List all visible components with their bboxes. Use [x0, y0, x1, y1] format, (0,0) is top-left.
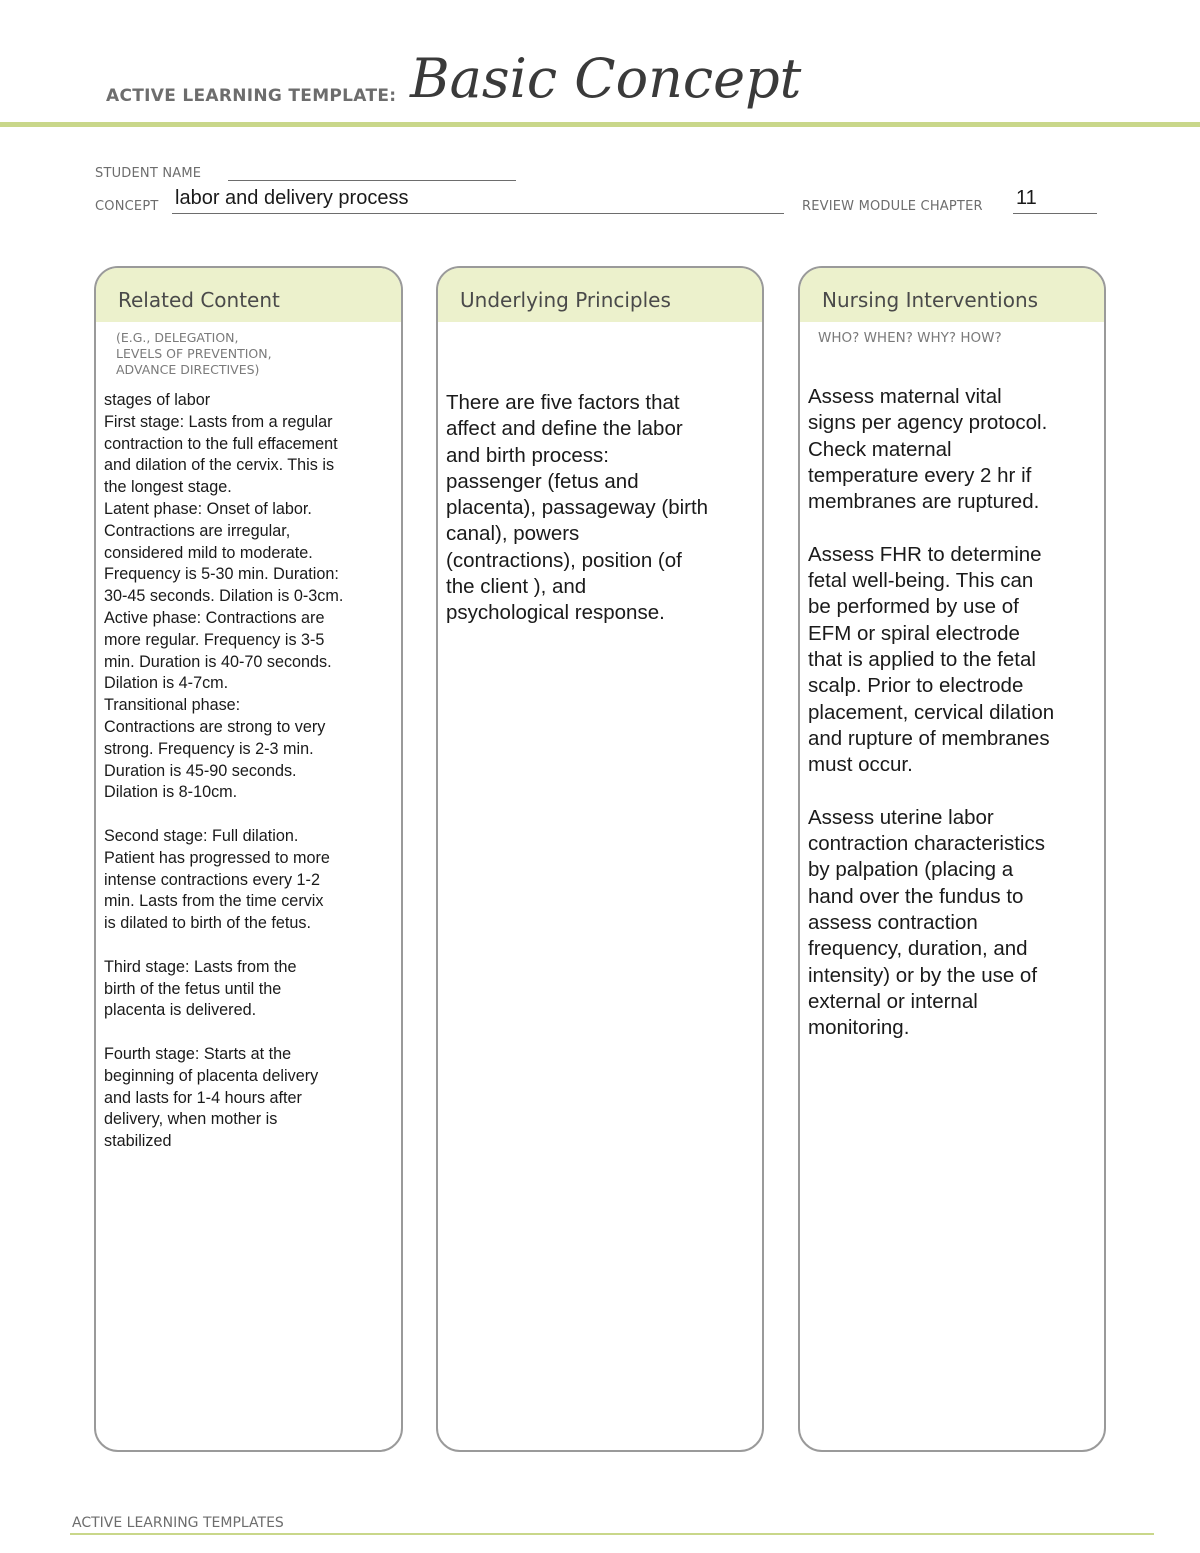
nursing-interventions-title: Nursing Interventions: [800, 268, 1104, 322]
nursing-interventions-panel: [798, 266, 1106, 1452]
underlying-principles-title: Underlying Principles: [438, 268, 762, 322]
related-content-title: Related Content: [96, 268, 401, 322]
related-content-panel: [94, 266, 403, 1452]
page-header: [0, 0, 1200, 128]
related-content-hint: (E.G., DELEGATION, LEVELS OF PREVENTION, ADVANCE DIRECTIVES): [116, 330, 272, 377]
page-title: Basic Concept: [410, 47, 802, 110]
review-module-field[interactable]: 11: [1016, 187, 1037, 209]
nursing-interventions-text[interactable]: Assess maternal vital signs per agency protocol. Check maternal temperature every 2 hr if membranes are ruptured. Assess FHR to determine fetal well-being. This can be performed by use of EFM or spiral electrode that is applied to the fetal scalp. Prior to electrode placement, cervical dilation and rupture of membranes must occur. Assess uterine labor contraction characteristics by palpation (placing a hand over the fundus to assess contraction frequency, duration, and intensity) or by the use of external or internal monitoring.: [808, 385, 1055, 1040]
footer-divider: [70, 1533, 1154, 1535]
concept-field[interactable]: labor and delivery process: [175, 187, 409, 209]
review-module-label: REVIEW MODULE CHAPTER: [802, 199, 983, 214]
template-label: ACTIVE LEARNING TEMPLATE:: [106, 86, 397, 106]
nursing-interventions-hint: WHO? WHEN? WHY? HOW?: [818, 330, 1002, 346]
underlying-principles-panel: [436, 266, 764, 1452]
concept-underline: [172, 213, 784, 214]
header-divider: [0, 122, 1200, 127]
underlying-principles-text[interactable]: There are five factors that affect and define the labor and birth process: passenger (fetus and placenta), passageway (birth canal), powers (contractions), position (of the client ), and psychological response.: [446, 391, 709, 625]
footer-label: ACTIVE LEARNING TEMPLATES: [72, 1515, 284, 1531]
related-content-text[interactable]: stages of labor First stage: Lasts from a regular contraction to the full effacement and dilation of the cervix. This is the longest stage. Latent phase: Onset of labor. Contractions are irregular, considered mild to moderate. Frequency is 5-30 min. Duration: 30-45 seconds. Dilation is 0-3cm. Active phase: Contractions are more regular. Frequency is 3-5 min. Duration is 40-70 seconds. Dilation is 4-7cm. Transitional phase: Contractions are strong to very strong. Frequency is 2-3 min. Duration is 45-90 seconds. Dilation is 8-10cm. Second stage: Full dilation. Patient has progressed to more intense contractions every 1-2 min. Lasts from the time cervix is dilated to birth of the fetus. Third stage: Lasts from the birth of the fetus until the placenta is delivered. Fourth stage: Starts at the beginning of placenta delivery and lasts for 1-4 hours after delivery, when mother is stabilized: [104, 391, 344, 1151]
review-module-underline: [1013, 213, 1097, 214]
student-name-label: STUDENT NAME: [95, 166, 202, 181]
student-name-underline: [228, 180, 516, 181]
concept-label: CONCEPT: [95, 199, 159, 214]
